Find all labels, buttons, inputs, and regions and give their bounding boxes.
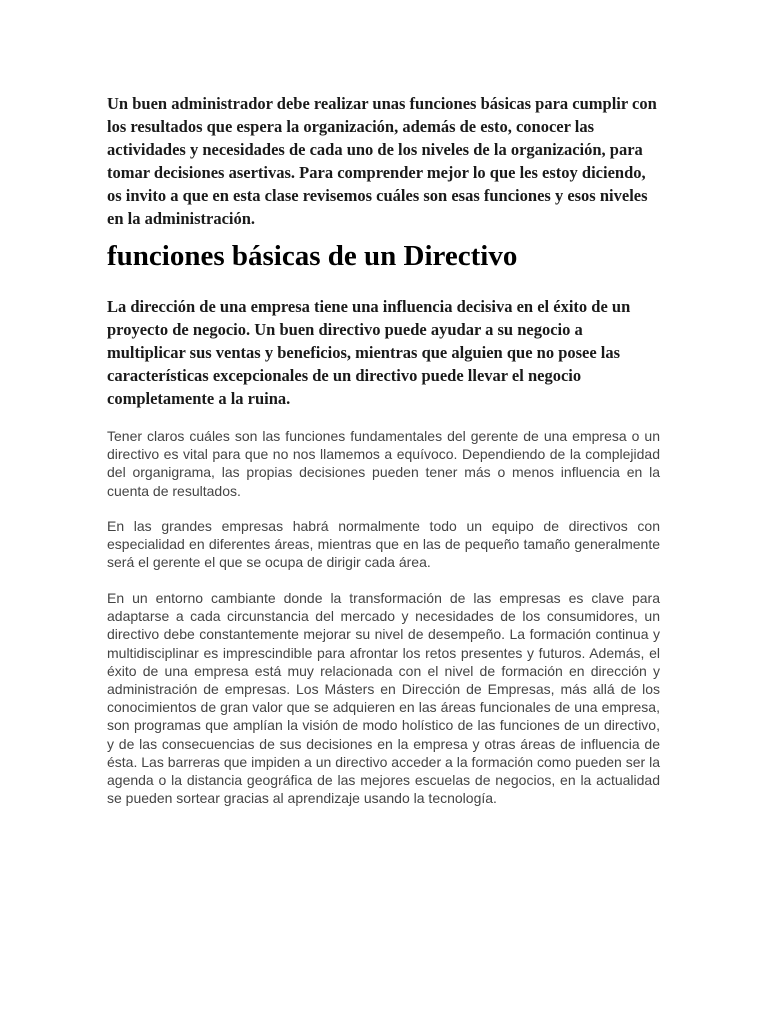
body-paragraph: Tener claros cuáles son las funciones fundamentales del gerente de una empresa o un directivo es vital para que no nos llamemos a equívoco. Dependiendo de la complejidad del organigrama, las propias decisiones pueden tener más o menos influencia en la cuenta de resultados.: [107, 428, 660, 499]
section-heading: funciones básicas de un Directivo: [107, 240, 518, 272]
body-paragraph: En las grandes empresas habrá normalmente todo un equipo de directivos con especialidad en diferentes áreas, mientras que en las de pequeño tamaño generalmente será el gerente el que se ocupa de dirigir cada área.: [107, 518, 660, 571]
intro-paragraph: Un buen administrador debe realizar unas funciones básicas para cumplir con los resultados que espera la organización, además de esto, conocer las actividades y necesidades de cada uno de los niveles de la organización, para tomar decisiones asertivas. Para comprender mejor lo que les estoy diciendo, os invito a que en esta clase revisemos cuáles son esas funciones y esos niveles en la administración.: [107, 94, 657, 228]
body-paragraph: En un entorno cambiante donde la transformación de las empresas es clave para adaptarse a cada circunstancia del mercado y necesidades de los consumidores, un directivo debe constantemente mejorar su nivel de desempeño. La formación continua y multidisciplinar es imprescindible para afrontar los retos presentes y futuros. Además, el éxito de una empresa está muy relacionada con el nivel de formación en dirección y administración de empresas. Los Másters en Dirección de Empresas, más allá de los conocimientos de gran valor que se adquieren en las áreas funcionales de una empresa, son programas que amplían la visión de modo holístico de las funciones de un directivo, y de las consecuencias de sus decisiones en la empresa y otras áreas de influencia de ésta. Las barreras que impiden a un directivo acceder a la formación como pueden ser la agenda o la distancia geográfica de las mejores escuelas de negocios, en la actualidad se pueden sortear gracias al aprendizaje usando la tecnología.: [107, 590, 660, 807]
lead-paragraph: La dirección de una empresa tiene una influencia decisiva en el éxito de un proyecto de negocio. Un buen directivo puede ayudar a su negocio a multiplicar sus ventas y beneficios, mientras que alguien que no posee las características excepcionales de un directivo puede llevar el negocio completamente a la ruina.: [107, 297, 631, 408]
